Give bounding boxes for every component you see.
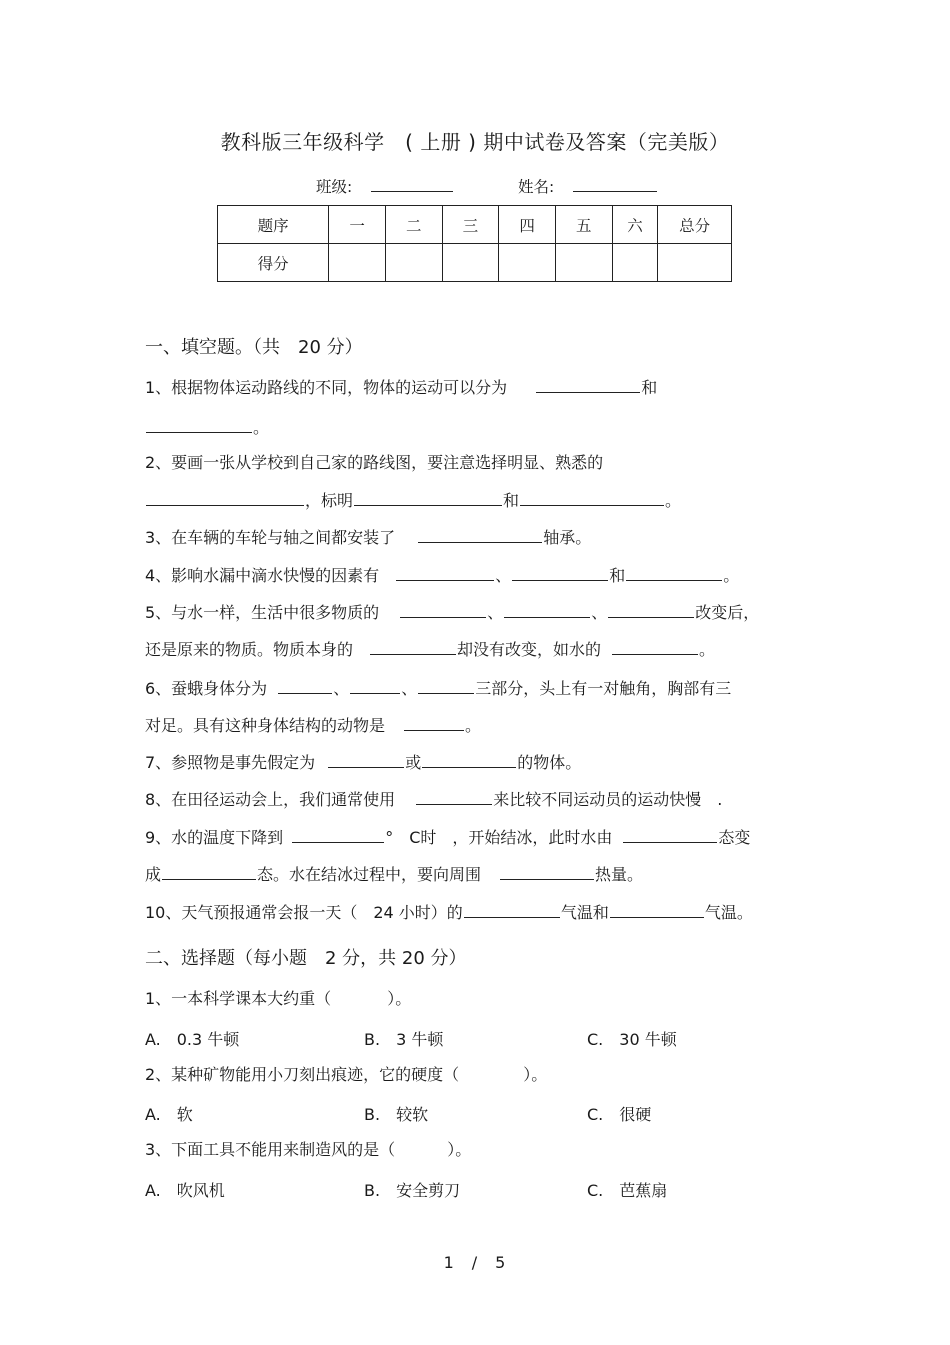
question-text: 态。水在结冰过程中，要向周围 (257, 865, 482, 884)
question-text: 4、影响水漏中滴水快慢的因素有 (145, 566, 380, 585)
question-5 (145, 603, 805, 623)
question-6-cont (145, 716, 805, 736)
answer-blank[interactable] (512, 566, 608, 581)
question-text: 和 (503, 491, 520, 510)
question-2 (145, 453, 805, 473)
question-text: 、 (333, 679, 350, 698)
score-cell[interactable] (555, 244, 612, 282)
score-row (218, 244, 732, 282)
score-cell[interactable] (385, 244, 442, 282)
answer-blank[interactable] (626, 566, 722, 581)
question-text: 。 (723, 566, 740, 585)
question-text: 对足。具有这种身体结构的动物是 (145, 716, 386, 735)
section2-heading: 二、选择题（每小题 2 分，共 20 分） (145, 948, 467, 969)
answer-blank[interactable] (354, 491, 502, 506)
answer-blank[interactable] (610, 903, 704, 918)
answer-blank[interactable] (612, 640, 698, 655)
score-header-cell: 三 (442, 206, 499, 244)
score-header-cell: 总分 (658, 206, 732, 244)
question-text: 3、下面工具不能用来制造风的是（ (145, 1140, 396, 1159)
answer-blank[interactable] (146, 491, 304, 506)
question-text: 1、一本科学课本大约重（ (145, 989, 332, 1008)
answer-blank[interactable] (422, 753, 516, 768)
question-text: 态变 (718, 828, 751, 847)
answer-blank[interactable] (400, 603, 486, 618)
question-text: 热量。 (595, 865, 644, 884)
answer-blank[interactable] (146, 418, 252, 433)
question-text: 和 (609, 566, 626, 585)
question-3 (145, 528, 805, 548)
question-text: 来比较不同运动员的运动快慢 . (493, 790, 723, 809)
name-field (518, 175, 657, 197)
class-field (316, 175, 453, 197)
option-b[interactable]: B. 3 牛顿 (364, 1030, 444, 1049)
option-a[interactable]: A. 吹风机 (145, 1181, 225, 1200)
question-text: 1、根据物体运动路线的不同，物体的运动可以分为 (145, 378, 508, 397)
option-b[interactable]: B. 较软 (364, 1105, 429, 1124)
score-header-cell: 六 (612, 206, 658, 244)
score-table (217, 205, 732, 282)
score-cell[interactable] (329, 244, 386, 282)
name-label: 姓名: (518, 178, 555, 196)
question-10 (145, 903, 805, 923)
question-text: 。 (665, 491, 682, 510)
question-text: 还是原来的物质。物质本身的 (145, 640, 354, 659)
question-5-cont (145, 640, 805, 660)
answer-blank[interactable] (623, 828, 717, 843)
question-7 (145, 753, 805, 773)
question-text: 2、某种矿物能用小刀刻出痕迹，它的硬度（ (145, 1065, 460, 1084)
option-a[interactable]: A. 软 (145, 1105, 193, 1124)
question-text: ° C时 ，开始结冰，此时水由 (385, 828, 613, 847)
question-text: 。 (253, 418, 270, 437)
score-header-cell: 五 (555, 206, 612, 244)
page-title: 教科版三年级科学 ( 上册 ) 期中试卷及答案（完美版） (220, 130, 730, 154)
question-text: 轴承。 (543, 528, 592, 547)
score-header-cell: 四 (499, 206, 556, 244)
page-number: 1 / 5 (443, 1253, 507, 1272)
answer-blank[interactable] (418, 679, 474, 694)
question-text: 、 (495, 566, 512, 585)
question-text: ）。 (447, 1140, 472, 1159)
score-header-cell: 题序 (218, 206, 329, 244)
score-cell[interactable] (658, 244, 732, 282)
score-cell[interactable] (612, 244, 658, 282)
question-2-cont (145, 491, 805, 511)
question-text: 3、在车辆的车轮与轴之间都安装了 (145, 528, 396, 547)
answer-blank[interactable] (500, 865, 594, 880)
answer-blank[interactable] (278, 679, 332, 694)
question-8 (145, 790, 805, 810)
question-9 (145, 828, 805, 848)
question-text: 改变后， (695, 603, 760, 622)
question-4 (145, 566, 805, 586)
score-cell[interactable] (442, 244, 499, 282)
question-text: 气温和 (560, 903, 609, 922)
answer-blank[interactable] (416, 790, 492, 805)
question-text: 、 (401, 679, 418, 698)
answer-blank[interactable] (162, 865, 256, 880)
question-text: 或 (405, 753, 422, 772)
answer-blank[interactable] (520, 491, 664, 506)
score-header-cell: 二 (385, 206, 442, 244)
choice-question-3 (145, 1140, 805, 1160)
answer-blank[interactable] (404, 716, 464, 731)
question-text: 8、在田径运动会上，我们通常使用 (145, 790, 396, 809)
option-c[interactable]: C. 30 牛顿 (587, 1030, 677, 1049)
score-header-cell: 一 (329, 206, 386, 244)
answer-blank[interactable] (504, 603, 590, 618)
question-text: ）。 (523, 1065, 548, 1084)
question-text: 和 (641, 378, 658, 397)
question-text: 的物体。 (517, 753, 582, 772)
answer-blank[interactable] (396, 566, 494, 581)
answer-blank[interactable] (418, 528, 542, 543)
question-1-cont (145, 418, 805, 438)
choice-question-1 (145, 989, 805, 1009)
question-text: 气温。 (704, 903, 753, 922)
score-header-row (218, 206, 732, 244)
question-1 (145, 378, 805, 398)
answer-blank[interactable] (292, 828, 384, 843)
question-text: 却没有改变，如水的 (457, 640, 602, 659)
question-text: 成 (145, 865, 162, 884)
answer-blank[interactable] (328, 753, 404, 768)
score-cell[interactable] (499, 244, 556, 282)
question-text: ）。 (387, 989, 412, 1008)
question-text: 6、蚕蛾身体分为 (145, 679, 268, 698)
question-text: 10、天气预报通常会报一天（ 24 小时）的 (145, 903, 463, 922)
section1-heading: 一、填空题。（共 20 分） (145, 337, 363, 358)
class-label: 班级: (316, 178, 353, 196)
answer-blank[interactable] (370, 640, 456, 655)
option-a[interactable]: A. 0.3 牛顿 (145, 1030, 240, 1049)
question-text: ，标明 (305, 491, 354, 510)
option-b[interactable]: B. 安全剪刀 (364, 1181, 461, 1200)
question-6 (145, 679, 805, 699)
question-text: 7、参照物是事先假定为 (145, 753, 316, 772)
question-text: 、 (591, 603, 608, 622)
answer-blank[interactable] (608, 603, 694, 618)
answer-blank[interactable] (350, 679, 400, 694)
question-text: 2、要画一张从学校到自己家的路线图，要注意选择明显、熟悉的 (145, 453, 604, 472)
name-blank[interactable] (573, 175, 657, 192)
choice-question-2 (145, 1065, 805, 1085)
question-text: 三部分，头上有一对触角，胸部有三 (475, 679, 732, 698)
question-9-cont (145, 865, 805, 885)
question-text: 。 (465, 716, 482, 735)
class-blank[interactable] (371, 175, 453, 192)
answer-blank[interactable] (464, 903, 560, 918)
question-text: 5、与水一样，生活中很多物质的 (145, 603, 380, 622)
question-text: 、 (487, 603, 504, 622)
score-row-label: 得分 (218, 244, 329, 282)
answer-blank[interactable] (536, 378, 640, 393)
question-text: 9、水的温度下降到 (145, 828, 284, 847)
question-text: 。 (699, 640, 716, 659)
option-c[interactable]: C. 很硬 (587, 1105, 652, 1124)
option-c[interactable]: C. 芭蕉扇 (587, 1181, 668, 1200)
